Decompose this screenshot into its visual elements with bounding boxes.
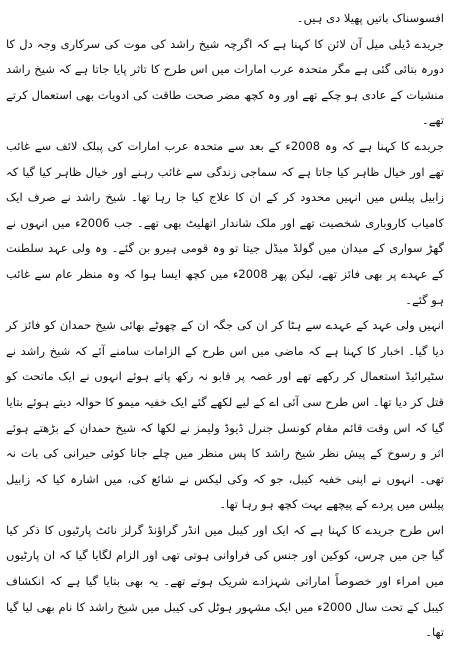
article-body xyxy=(6,6,444,646)
article-paragraph: جریدے کا کہنا ہے کہ وہ 2008ء کے بعد سے متحدہ عرب امارات کی پبلک لائف سے غائب تھے اور خیال ظاہر کیا جاتا ہے کہ سماجی زندگی سے غائب رہنے اور خیال ظاہر کیا گیا کہ زابیل پیلس میں انہیں محدود کر کے ان کا علاج کیا جا رہا تھا۔ شیخ راشد نے صرف ایک کامیاب کاروباری شخصیت تھے اور ملک شاندار اتھلیٹ بھی تھے۔ جب 2006ء میں انہوں نے گھڑ سواری کے میدان میں گولڈ میڈل جیتا تو وہ قومی ہیرو بن گئے۔ وہ ولی عہد سلطنت کے عہدے پر بھی فائز تھے، لیکن پھر 2008ء میں کچھ ایسا ہوا کہ وہ منظر عام سے غائب ہو گئے۔ xyxy=(6,138,444,307)
article-paragraph: اس طرح جریدے کا کہنا ہے کہ ایک اور کیبل میں انڈر گراؤنڈ گرلز نائٹ پارٹیوں کا ذکر کیا گیا جن میں چرس، کوکین اور جنس کی فراوانی ہوتی تھی اور الزام لگایا گیا کہ ان پارٹیوں میں امراء اور خصوصاً اماراتی شہزادے شریک ہوتے تھے۔ یہ بھی بتایا گیا ہے کہ انکشاف کیبل کے تحت سال 2000ء میں ایک مشہور ہوٹل کی کیبل میں شیخ راشد کا نام بھی لیا گیا تھا۔ xyxy=(6,522,444,640)
article-paragraph: انہیں ولی عہد کے عہدے سے ہٹا کر ان کی جگہ ان کے چھوٹے بھائی شیخ حمدان کو فائز کر دیا گیا۔ اخبار کا کہنا ہے کہ ماضی میں اس طرح کے الزامات سامنے آئے کہ شیخ راشد نے سٹیرائیڈ استعمال کر رکھے تھے اور غصہ پر قابو نہ رکھ پاتے ہوئے انہوں نے ایک ماتحت کو قتل کر دیا تھا۔ اس طرح سی آئی اے کے لیے لکھے گئے ایک خفیہ میمو کا حوالہ دیتے ہوئے بتایا گیا کہ اس وقت قائم مقام کونسل جنرل ڈیوڈ ولیمز نے لکھا کہ شیخ حمدان کے بڑھتے ہوئے اثر و رسوخ کے پیش نظر شیخ راشد کا پس منظر میں چلے جانا کوئی حیرانی کی بات نہ تھی۔ انہوں نے اپنی خفیہ کیبل، جو کہ وکی لیکس نے شائع کی، میں اشارہ کیا کہ زابیل پیلس میں پردے کے پیچھے بہت کچھ ہو رہا تھا۔ xyxy=(6,318,444,512)
article-paragraph: جریدے ڈیلی میل آن لائن کا کہنا ہے کہ اگرچہ شیخ راشد کی موت کی سرکاری وجہ دل کا دورہ بتائی گئی ہے مگر متحدہ عرب امارات میں اس طرح کا تاثر پایا جاتا ہے کہ شیخ راشد منشیات کے عادی ہو چکے تھے اور وہ کچھ مضر صحت طاقت کی ادویات بھی استعمال کرتے تھے۔ xyxy=(6,36,444,128)
article-paragraph: افسوسناک باتیں پھیلا دی ہیں۔ xyxy=(296,11,444,25)
